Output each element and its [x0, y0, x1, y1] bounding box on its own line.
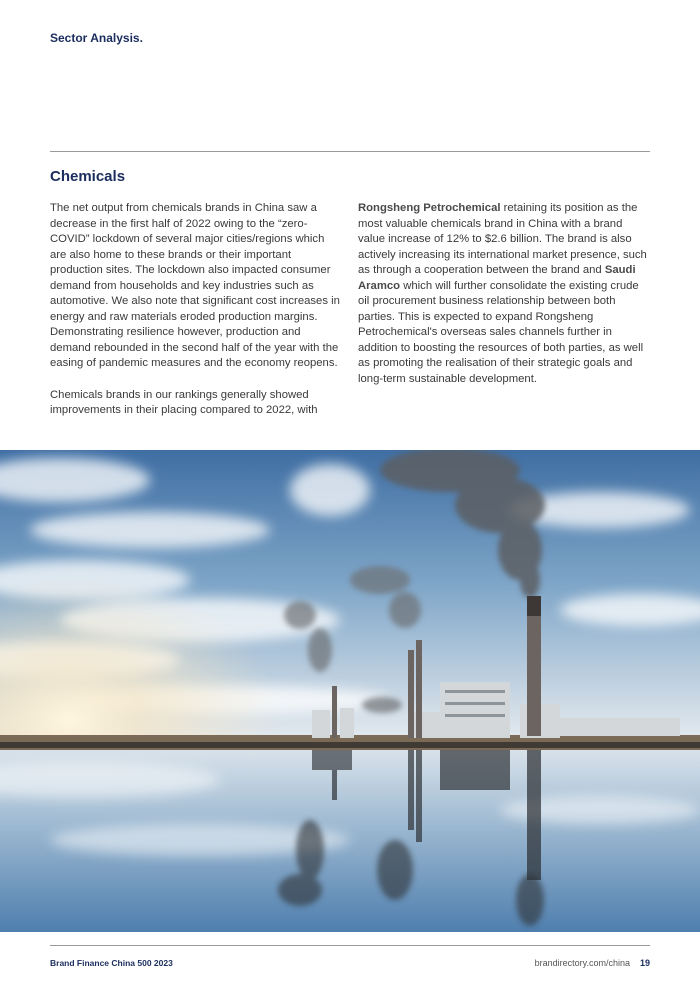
- brand-name-rongsheng: Rongsheng Petrochemical: [358, 202, 501, 214]
- left-text-column: [50, 201, 342, 435]
- section-title: Chemicals: [50, 168, 126, 185]
- left-paragraph-2: Chemicals brands in our rankings generally showed improvements in their placing compared to 2022, with: [50, 388, 318, 416]
- brand-name-saudi-aramco: Saudi Aramco: [358, 264, 636, 292]
- right-text-part-b: which will further consolidate the existing crude oil procurement business relationship between both parties. This is expected to expand Rongsheng Petrochemical's overseas sales channels further in addition to boosting the resources of both parties, as well as promoting the realisation of their strategic goals and long-term sustainable development.: [358, 279, 644, 385]
- right-paragraph: [358, 201, 650, 387]
- industrial-chimneys-photo: [0, 450, 700, 932]
- right-text-column: [358, 201, 650, 403]
- footer-publication: Brand Finance China 500 2023: [50, 958, 173, 968]
- section-header-label: Sector Analysis.: [50, 31, 143, 45]
- bottom-divider: [50, 945, 650, 946]
- top-divider: [50, 151, 650, 152]
- page-number: 19: [639, 958, 650, 968]
- left-paragraph-1: The net output from chemicals brands in China saw a decrease in the first half of 2022 owing to the “zero-COVID” lockdown of several major cities/regions which are also home to these brands or their important production sites. The lockdown also impacted consumer demand from households and key industries such as automotive. We also note that significant cost increases in energy and raw materials eroded production margins. Demonstrating resilience however, production and demand rebounded in the second half of the year with the easing of pandemic measures and the economy reopens.: [50, 202, 340, 369]
- right-text-part-a: retaining its position as the most valuable chemicals brand in China with a brand value increase of 12% to $2.6 billion. The brand is also actively increasing its international market presence, such as through a cooperation between the brand and: [358, 202, 647, 276]
- footer-url-link[interactable]: brandirectory.com/china: [534, 958, 630, 968]
